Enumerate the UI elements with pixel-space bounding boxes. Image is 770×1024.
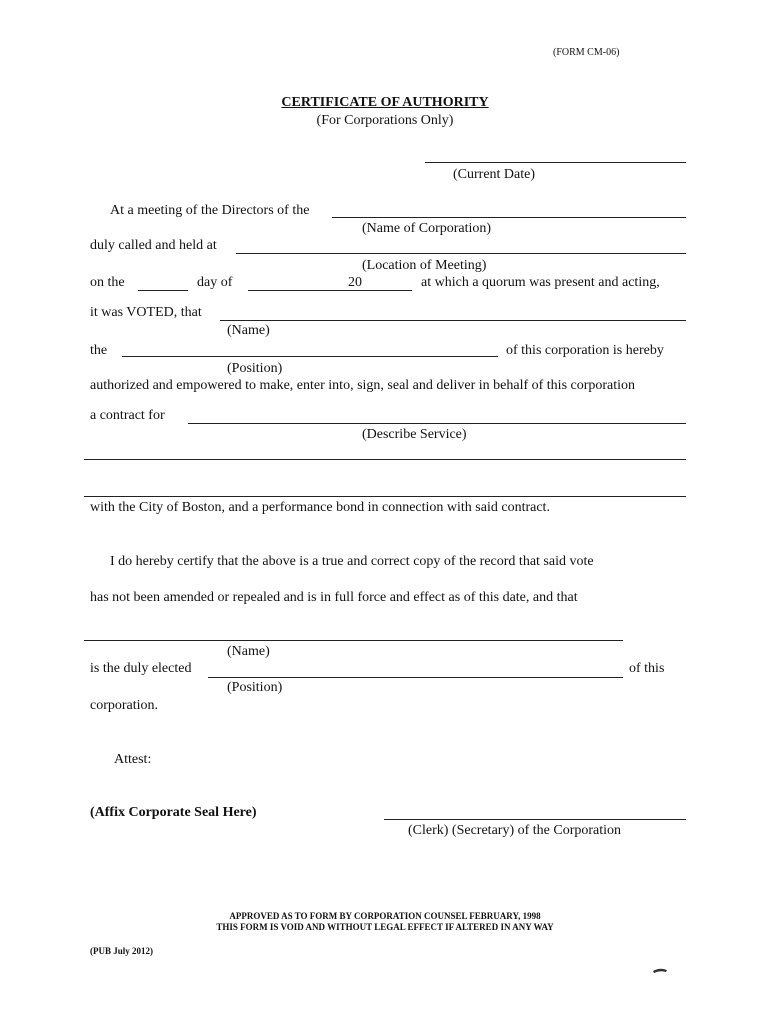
page-title: CERTIFICATE OF AUTHORITY <box>281 95 489 110</box>
corporation-name-label: (Name of Corporation) <box>362 221 492 236</box>
service-description-field[interactable] <box>188 423 686 424</box>
meeting-location-field[interactable] <box>236 253 686 254</box>
seal-text: (Affix Corporate Seal Here) <box>90 805 257 820</box>
month-year-field[interactable] <box>248 290 412 291</box>
authorized-position-field[interactable] <box>122 356 498 357</box>
certified-name-field[interactable] <box>84 640 623 641</box>
authorized-text: authorized and empowered to make, enter into, sign, seal and deliver in behalf of this corporation <box>90 378 636 393</box>
contract-for-text: a contract for <box>90 408 165 423</box>
certified-position-field[interactable] <box>208 677 623 678</box>
meeting-intro-text: At a meeting of the Directors of the <box>110 203 310 218</box>
corner-mark-icon <box>652 966 668 974</box>
year-prefix-text: 20 <box>348 275 362 290</box>
corporation-word: corporation. <box>90 698 159 713</box>
form-code: (FORM CM-06) <box>553 47 620 58</box>
meeting-location-label: (Location of Meeting) <box>362 258 487 273</box>
authorized-position-label: (Position) <box>227 361 283 376</box>
certify-text: I do hereby certify that the above is a true and correct copy of the record that said vote <box>110 554 594 569</box>
authorized-name-label: (Name) <box>227 323 270 338</box>
void-text: THIS FORM IS VOID AND WITHOUT LEGAL EFFECT IF ALTERED IN ANY WAY <box>216 922 554 932</box>
service-description-line-2[interactable] <box>84 459 686 460</box>
pub-text: (PUB July 2012) <box>90 946 153 956</box>
of-this-text: of this <box>629 661 665 676</box>
voted-text: it was VOTED, that <box>90 305 202 320</box>
approved-text: APPROVED AS TO FORM BY CORPORATION COUNSEL FEBRUARY, 1998 <box>229 911 541 921</box>
service-description-label: (Describe Service) <box>362 427 467 442</box>
certified-position-label: (Position) <box>227 680 283 695</box>
duly-called-text: duly called and held at <box>90 238 217 253</box>
service-description-line-3[interactable] <box>84 496 686 497</box>
day-of-text: day of <box>197 275 233 290</box>
attest-text: Attest: <box>114 752 152 767</box>
clerk-signature-field[interactable] <box>384 819 686 820</box>
not-amended-text: has not been amended or repealed and is in full force and effect as of this date, and that <box>90 590 578 605</box>
boston-text: with the City of Boston, and a performance bond in connection with said contract. <box>90 500 550 515</box>
day-field[interactable] <box>138 290 188 291</box>
quorum-text: at which a quorum was present and acting, <box>421 275 660 290</box>
corporation-name-field[interactable] <box>332 217 686 218</box>
on-the-text: on the <box>90 275 125 290</box>
current-date-field[interactable] <box>425 162 686 163</box>
current-date-label: (Current Date) <box>453 167 536 182</box>
authorized-name-field[interactable] <box>220 320 686 321</box>
hereby-text: of this corporation is hereby <box>506 343 664 358</box>
certified-name-label: (Name) <box>227 644 270 659</box>
clerk-label: (Clerk) (Secretary) of the Corporation <box>408 823 622 838</box>
the-text: the <box>90 343 108 358</box>
duly-elected-text: is the duly elected <box>90 661 192 676</box>
page-subtitle: (For Corporations Only) <box>316 113 454 128</box>
